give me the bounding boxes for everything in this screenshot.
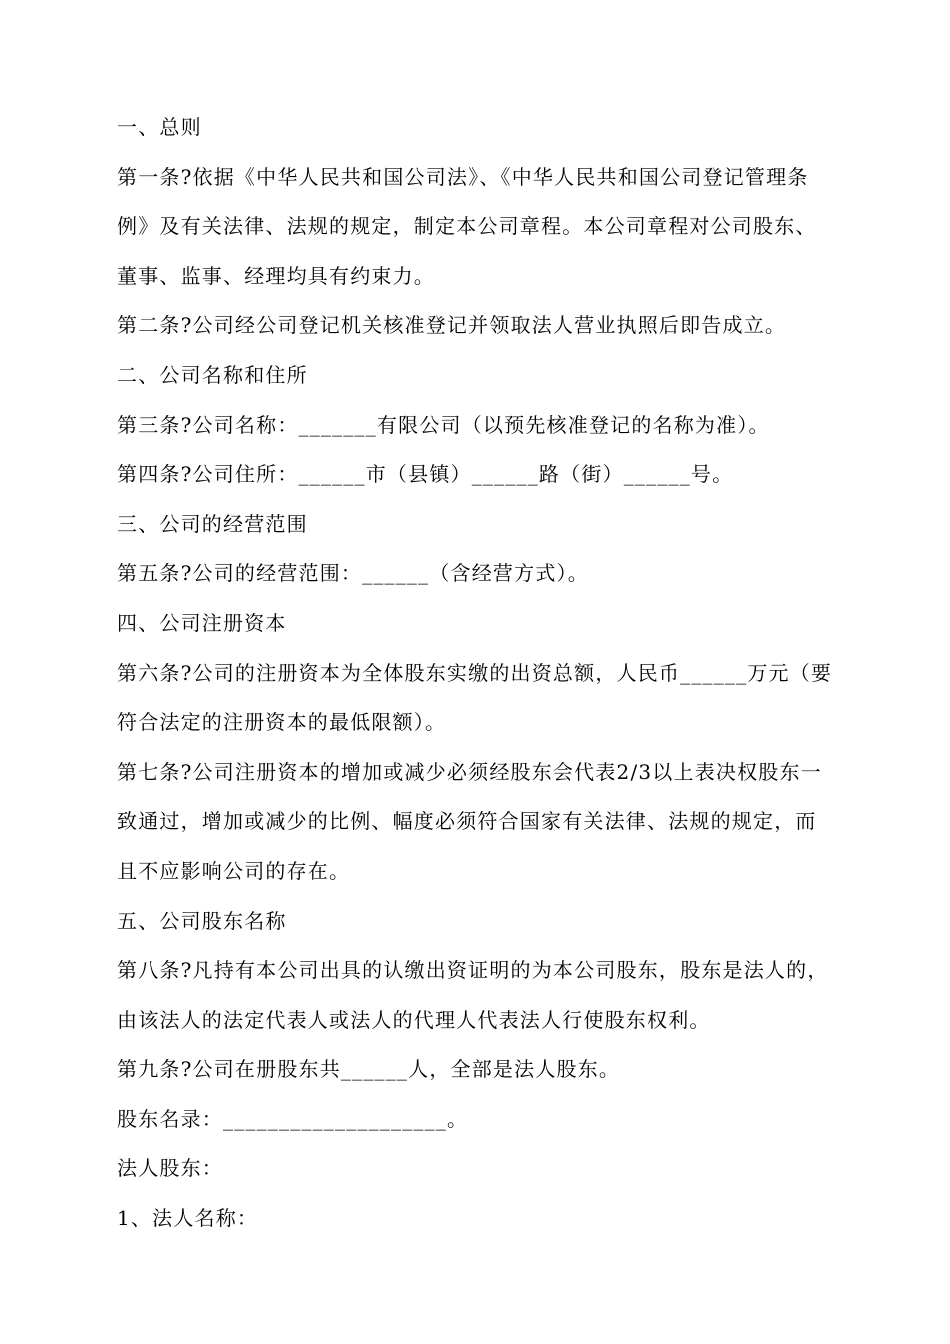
- document-body: [117, 103, 837, 1244]
- section-heading-shareholders: 五、公司股东名称: [117, 908, 287, 933]
- article-4: 第四条?公司住所：______市（县镇）______路（街）______号。: [117, 462, 734, 487]
- legal-person-name-label: 1、法人名称：: [117, 1206, 259, 1231]
- shareholder-list: 股东名录：____________________。: [117, 1106, 469, 1131]
- article-2: 第二条?公司经公司登记机关核准登记并领取法人营业执照后即告成立。: [117, 313, 787, 338]
- section-heading-business-scope: 三、公司的经营范围: [117, 511, 308, 536]
- article-1: 第一条?依据《中华人民共和国公司法》、《中华人民共和国公司登记管理条例》及有关法律、法规的规定，制定本公司章程。本公司章程对公司股东、董事、监事、经理均具有约束力。: [117, 164, 817, 288]
- article-6: 第六条?公司的注册资本为全体股东实缴的出资总额，人民币______万元（要符合法定的注册资本的最低限额）。: [117, 660, 833, 735]
- section-heading-general: 一、总则: [117, 115, 202, 139]
- article-3: 第三条?公司名称：_______有限公司（以预先核准登记的名称为准）。: [117, 412, 770, 437]
- section-heading-registered-capital: 四、公司注册资本: [117, 610, 287, 635]
- legal-person-shareholders-label: 法人股东：: [117, 1156, 223, 1181]
- article-8: 第八条?凡持有本公司出具的认缴出资证明的为本公司股东，股东是法人的，由该法人的法定代表人或法人的代理人代表法人行使股东权利。: [117, 958, 829, 1032]
- article-7: 第七条?公司注册资本的增加或减少必须经股东会代表2/3以上表决权股东一致通过，增加或减少的比例、幅度必须符合国家有关法律、法规的规定，而且不应影响公司的存在。: [117, 759, 822, 883]
- article-9: 第九条?公司在册股东共______人，全部是法人股东。: [117, 1057, 621, 1082]
- section-heading-name-address: 二、公司名称和住所: [117, 362, 308, 387]
- article-5: 第五条?公司的经营范围：______（含经营方式）。: [117, 561, 589, 586]
